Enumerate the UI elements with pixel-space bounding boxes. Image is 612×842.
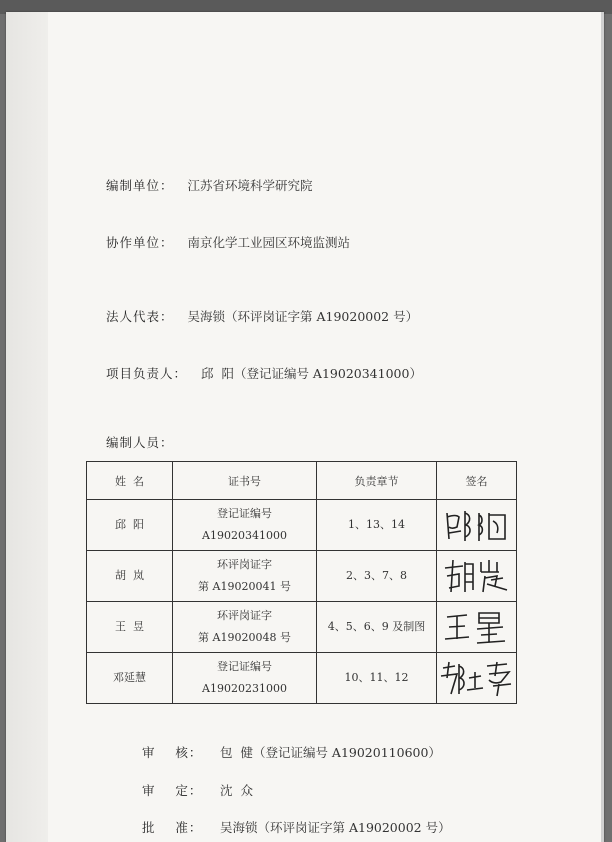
cert-line2: 第 A19020041 号: [198, 580, 291, 593]
project-lead-row: [106, 364, 422, 382]
cert-line1: 环评岗证字: [217, 558, 272, 571]
approve-label: 批 准：: [142, 820, 203, 835]
compiler-row: [106, 176, 313, 194]
cooperator-label: 协作单位：: [106, 235, 174, 250]
staff-chapters: 1、13、14: [317, 500, 437, 551]
cert-line2: A19020341000: [202, 529, 287, 542]
staff-chapters: 2、3、7、8: [317, 551, 437, 602]
table-row: [87, 602, 517, 653]
staff-name: 邓延慧: [87, 653, 173, 704]
compiler-label: 编制单位：: [106, 178, 174, 193]
staff-label: 编制人员：: [106, 435, 174, 450]
project-lead-label: 项目负责人：: [106, 366, 188, 381]
table-row: [87, 653, 517, 704]
cooperator-row: [106, 233, 350, 251]
document-page: [6, 12, 604, 842]
legal-rep-row: [106, 307, 418, 325]
legal-rep-value: 吴海锁（环评岗证字第 A19020002 号）: [187, 309, 419, 324]
staff-chapters: 4、5、6、9 及制图: [317, 602, 437, 653]
signature-hulan: [437, 551, 517, 602]
staff-cert: [173, 500, 317, 551]
review-label: 审 核：: [142, 745, 203, 760]
examine-row: [142, 781, 253, 799]
table-header-row: [87, 462, 517, 500]
legal-rep-label: 法人代表：: [106, 309, 174, 324]
staff-name: 王 昱: [87, 602, 173, 653]
review-value: 包 健（登记证编号 A19020110600）: [220, 745, 441, 760]
staff-table: [86, 461, 517, 704]
table-row: [87, 500, 517, 551]
cert-line2: 第 A19020048 号: [198, 631, 291, 644]
examine-value: 沈 众: [220, 783, 253, 798]
signature-qiuyang: [437, 500, 517, 551]
header-name: 姓 名: [87, 462, 173, 500]
scan-left-band: [6, 12, 48, 842]
cert-line1: 登记证编号: [217, 507, 272, 520]
project-lead-value: 邱 阳（登记证编号 A19020341000）: [201, 366, 422, 381]
header-cert: 证书号: [173, 462, 317, 500]
signature-dengyanhui: [437, 653, 517, 704]
staff-row: [106, 433, 174, 451]
cert-line2: A19020231000: [202, 682, 287, 695]
approve-row: [142, 818, 451, 836]
header-chapters: 负责章节: [317, 462, 437, 500]
compiler-value: 江苏省环境科学研究院: [187, 178, 313, 193]
table-row: [87, 551, 517, 602]
cert-line1: 登记证编号: [217, 660, 272, 673]
cert-line1: 环评岗证字: [217, 609, 272, 622]
staff-cert: [173, 551, 317, 602]
cooperator-value: 南京化学工业园区环境监测站: [187, 235, 351, 250]
staff-name: 邱 阳: [87, 500, 173, 551]
staff-name: 胡 岚: [87, 551, 173, 602]
staff-chapters: 10、11、12: [317, 653, 437, 704]
header-signature: 签名: [437, 462, 517, 500]
staff-cert: [173, 653, 317, 704]
examine-label: 审 定：: [142, 783, 203, 798]
review-row: [142, 743, 441, 761]
signature-wangyu: [437, 602, 517, 653]
scan-right-edge: [601, 12, 604, 842]
staff-cert: [173, 602, 317, 653]
approve-value: 吴海锁（环评岗证字第 A19020002 号）: [220, 820, 451, 835]
